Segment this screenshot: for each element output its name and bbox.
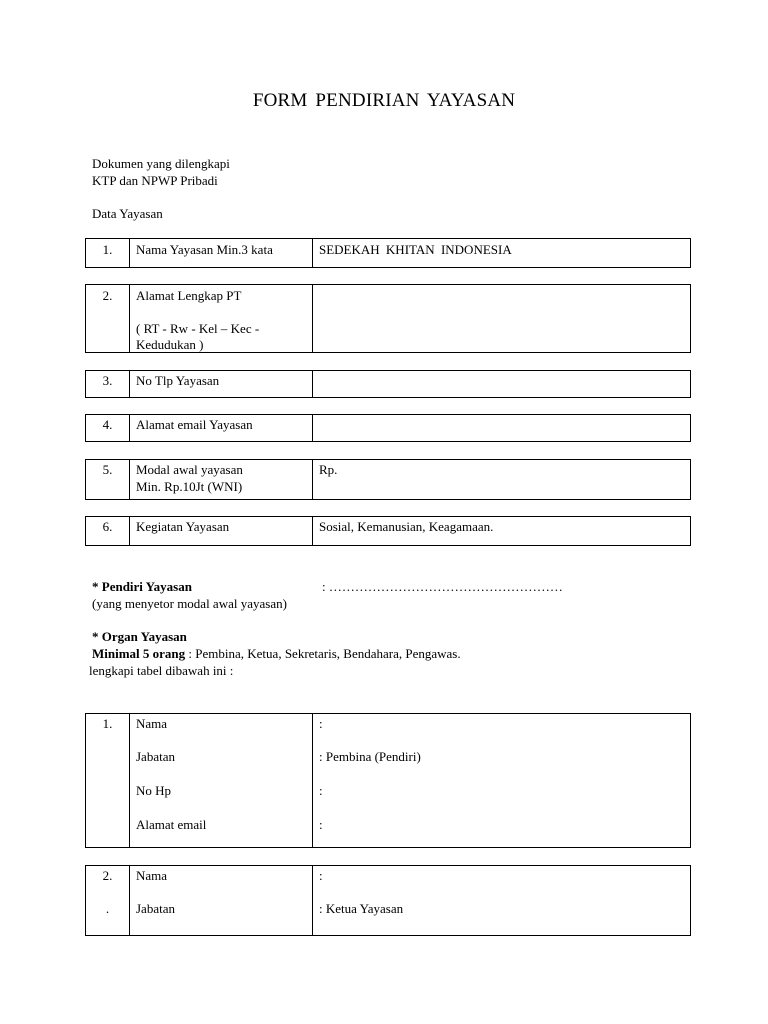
column-divider — [312, 460, 313, 499]
field-label: No Tlp Yayasan — [136, 373, 220, 388]
organ-heading: * Organ Yayasan — [92, 629, 187, 644]
page-title: FORM PENDIRIAN YAYASAN — [252, 90, 516, 111]
jabatan-value: : Ketua Yayasan — [319, 901, 404, 916]
organ-minimum-bold: Minimal 5 orang — [92, 646, 186, 661]
row-number: 2. — [102, 868, 113, 883]
field-value: SEDEKAH KHITAN INDONESIA — [319, 242, 512, 257]
row-number: 3. — [102, 373, 113, 388]
field-label: Modal awal yayasan — [136, 462, 243, 477]
field-label: Nama Yayasan Min.3 kata — [136, 242, 273, 257]
jabatan-label: Jabatan — [136, 901, 175, 916]
field-value: Sosial, Kemanusian, Keagamaan. — [319, 519, 494, 534]
pendiri-note: (yang menyetor modal awal yayasan) — [92, 596, 287, 611]
column-divider — [312, 517, 313, 545]
no-hp-value: : — [319, 783, 323, 798]
organ-table-2 — [85, 865, 691, 936]
column-divider — [129, 239, 130, 267]
field-label-detail: Min. Rp.10Jt (WNI) — [136, 479, 243, 494]
field-label: Kegiatan Yayasan — [136, 519, 230, 534]
row-number: 2. — [102, 288, 113, 303]
jabatan-value: : Pembina (Pendiri) — [319, 749, 421, 764]
row-number: 5. — [102, 462, 113, 477]
row-number: 4. — [102, 417, 113, 432]
jabatan-label: Jabatan — [136, 749, 175, 764]
column-divider — [129, 460, 130, 499]
column-divider — [312, 285, 313, 352]
field-label: Alamat Lengkap PT — [136, 288, 242, 303]
column-divider — [129, 714, 130, 847]
data-row-6 — [85, 516, 691, 546]
nama-value: : — [319, 716, 323, 731]
field-label: Alamat email Yayasan — [136, 417, 253, 432]
field-label-detail: Kedudukan ) — [136, 337, 204, 352]
nama-label: Nama — [136, 868, 168, 883]
data-row-4 — [85, 414, 691, 442]
pendiri-dotted-field: : ……………………………………………… — [322, 579, 563, 594]
row-number: 1. — [102, 242, 113, 257]
documents-list-line: KTP dan NPWP Pribadi — [92, 173, 218, 188]
pendiri-label: * Pendiri Yayasan — [92, 579, 192, 594]
organ-table-1 — [85, 713, 691, 848]
data-section-heading: Data Yayasan — [92, 206, 163, 221]
data-row-3 — [85, 370, 691, 398]
field-value: Rp. — [319, 462, 338, 477]
alamat-email-label: Alamat email — [136, 817, 207, 832]
column-divider — [129, 285, 130, 352]
column-divider — [312, 866, 313, 935]
alamat-email-value: : — [319, 817, 323, 832]
documents-required-line: Dokumen yang dilengkapi — [92, 156, 230, 171]
row-number: 6. — [102, 519, 113, 534]
column-divider — [312, 239, 313, 267]
no-hp-label: No Hp — [136, 783, 172, 798]
row-number: 1. — [102, 716, 113, 731]
organ-minimum-line — [92, 645, 461, 662]
nama-label: Nama — [136, 716, 168, 731]
data-row-5 — [85, 459, 691, 500]
row-number-continuation: . — [105, 901, 110, 916]
column-divider — [129, 371, 130, 397]
column-divider — [312, 714, 313, 847]
data-row-1 — [85, 238, 691, 268]
column-divider — [129, 415, 130, 441]
organ-instruction: lengkapi tabel dibawah ini : — [89, 663, 234, 678]
field-label-detail: ( RT - Rw - Kel – Kec - — [136, 321, 260, 336]
column-divider — [129, 866, 130, 935]
column-divider — [129, 517, 130, 545]
data-row-2 — [85, 284, 691, 353]
organ-minimum-roles: : Pembina, Ketua, Sekretaris, Bendahara, Pengawas. — [185, 646, 461, 661]
column-divider — [312, 371, 313, 397]
column-divider — [312, 415, 313, 441]
nama-value: : — [319, 868, 323, 883]
